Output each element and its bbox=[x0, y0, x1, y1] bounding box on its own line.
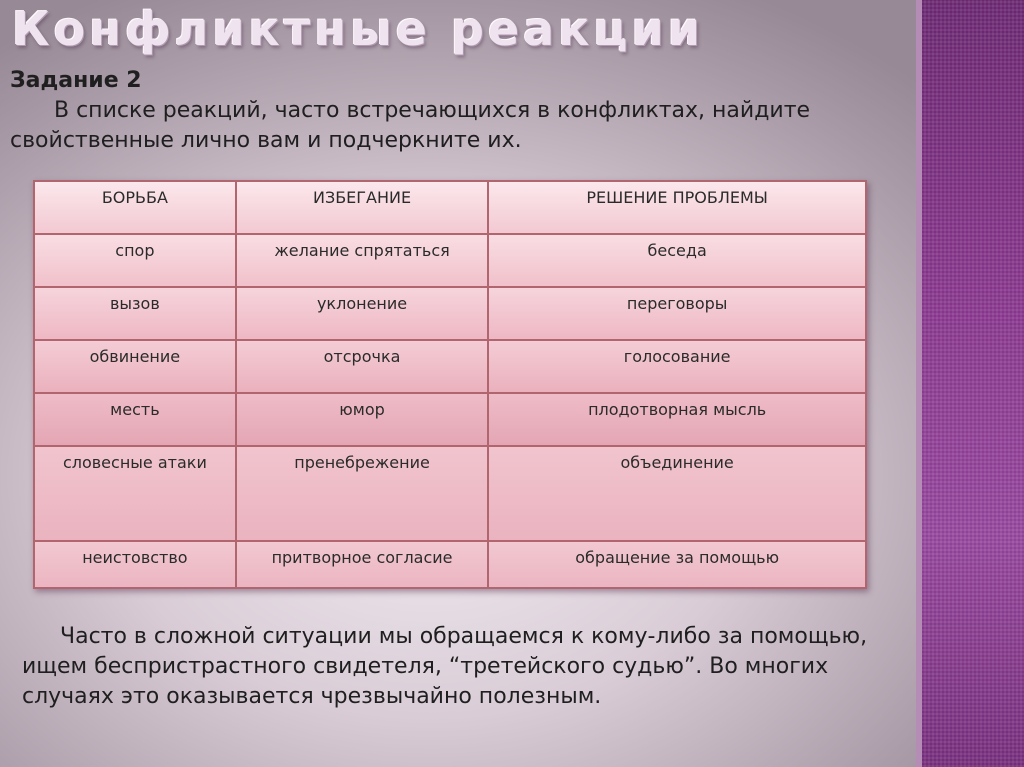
task-block bbox=[10, 66, 890, 156]
table-cell: юмор bbox=[236, 393, 489, 446]
table-row bbox=[34, 287, 866, 340]
header-fight: БОРЬБА bbox=[34, 181, 236, 234]
table-row bbox=[34, 446, 866, 541]
table-cell: спор bbox=[34, 234, 236, 287]
table-cell: неистовство bbox=[34, 541, 236, 588]
task-text: В списке реакций, часто встречающихся в конфликтах, найдите свойственные лично вам и подчеркните их. bbox=[10, 98, 811, 153]
table-cell: обращение за помощью bbox=[488, 541, 866, 588]
note-text: Часто в сложной ситуации мы обращаемся к кому-либо за помощью, ищем беспристрастного свидетеля, “третейского судью”. Во многих случаях это оказывается чрезвычайно полезным. bbox=[22, 624, 868, 709]
header-avoidance: ИЗБЕГАНИЕ bbox=[236, 181, 489, 234]
table-header-row bbox=[34, 181, 866, 234]
slide-title: Конфликтные реакции bbox=[12, 2, 704, 56]
table-cell: переговоры bbox=[488, 287, 866, 340]
table-row bbox=[34, 393, 866, 446]
header-problem-solving: РЕШЕНИЕ ПРОБЛЕМЫ bbox=[488, 181, 866, 234]
table-row bbox=[34, 234, 866, 287]
table-cell: голосование bbox=[488, 340, 866, 393]
table-cell: объединение bbox=[488, 446, 866, 541]
table-cell: вызов bbox=[34, 287, 236, 340]
table-cell: уклонение bbox=[236, 287, 489, 340]
table-cell: желание спрятаться bbox=[236, 234, 489, 287]
table-row bbox=[34, 541, 866, 588]
table-cell: беседа bbox=[488, 234, 866, 287]
task-heading: Задание 2 bbox=[10, 68, 142, 93]
table-cell: месть bbox=[34, 393, 236, 446]
decorative-side-strip bbox=[916, 0, 1024, 767]
table-cell: притворное согласие bbox=[236, 541, 489, 588]
reactions-table bbox=[33, 180, 867, 589]
table-cell: отсрочка bbox=[236, 340, 489, 393]
table-cell: пренебрежение bbox=[236, 446, 489, 541]
table-cell: обвинение bbox=[34, 340, 236, 393]
note-block bbox=[22, 622, 902, 712]
table-cell: плодотворная мысль bbox=[488, 393, 866, 446]
table-row bbox=[34, 340, 866, 393]
table-cell: словесные атаки bbox=[34, 446, 236, 541]
